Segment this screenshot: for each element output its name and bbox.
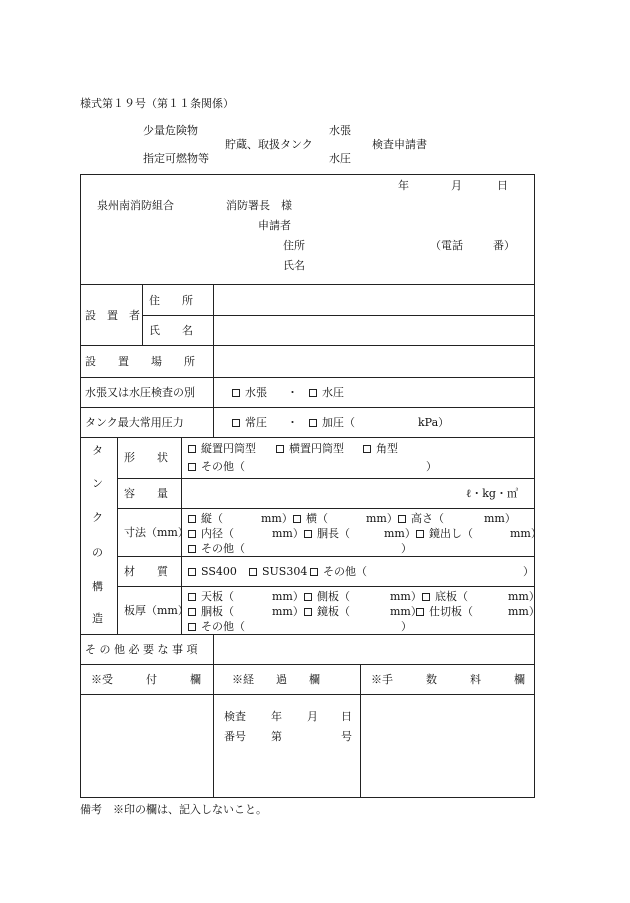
checkbox[interactable]: [416, 608, 424, 616]
test-type-label: 水張又は水圧検査の別: [85, 386, 195, 399]
title-water-pressure: 水圧: [329, 152, 351, 165]
date-month: 月: [451, 179, 462, 192]
title-suffix: 検査申請書: [372, 138, 427, 151]
shape-option-other[interactable]: その他（: [188, 460, 245, 473]
inspection-year: 年: [271, 710, 282, 723]
material-option-other[interactable]: その他（: [310, 565, 367, 578]
checkbox[interactable]: [363, 445, 371, 453]
test-type-option-water-fill[interactable]: 水張: [232, 386, 267, 399]
dim-length-unit: mm）: [261, 512, 293, 525]
receipt-column-header: ※受 付 欄: [91, 673, 201, 686]
checkbox[interactable]: [249, 568, 257, 576]
checkbox[interactable]: [232, 389, 240, 397]
fee-column-header: ※手 数 料 欄: [371, 673, 525, 686]
form-number: 様式第１９号（第１１条関係）: [80, 97, 234, 110]
thk-partition-unit: mm）: [508, 605, 540, 618]
material-other-close: ）: [523, 565, 534, 578]
tank-structure-char: タ: [92, 444, 103, 457]
thk-body-unit: mm）: [272, 605, 304, 618]
phone-close: 番）: [493, 239, 515, 252]
dim-inner-diameter-unit: mm）: [272, 527, 304, 540]
thk-bottom-unit: mm）: [508, 590, 540, 603]
row-divider: [80, 407, 535, 408]
checkbox[interactable]: [304, 593, 312, 601]
pressure-unit: kPa）: [418, 416, 450, 429]
number-go: 号: [341, 730, 352, 743]
checkbox[interactable]: [304, 530, 312, 538]
checkbox[interactable]: [188, 545, 196, 553]
row-divider: [117, 586, 535, 587]
checkbox[interactable]: [309, 419, 317, 427]
shape-label: 形 状: [124, 451, 168, 464]
footnote: 備考 ※印の欄は、記入しないこと。: [80, 803, 267, 816]
dim-width-field[interactable]: 横（: [293, 512, 328, 525]
checkbox[interactable]: [310, 568, 318, 576]
inspection-month: 月: [307, 710, 318, 723]
separator-dot: ・: [287, 386, 298, 399]
row-divider: [80, 377, 535, 378]
number-label: 番号: [224, 730, 246, 743]
thk-side-unit: mm）: [390, 590, 422, 603]
col-divider: [117, 437, 118, 634]
checkbox[interactable]: [188, 515, 196, 523]
pressure-label: タンク最大常用圧力: [85, 416, 184, 429]
row-divider: [80, 664, 535, 665]
row-divider: [80, 437, 535, 438]
thk-head-field[interactable]: 鏡板（: [304, 605, 350, 618]
tank-structure-char: ク: [92, 511, 103, 524]
other-matters-label: そ の 他 必 要 な 事 項: [85, 643, 198, 656]
dim-head-depth-unit: mm）: [510, 527, 542, 540]
tank-structure-char: の: [92, 546, 103, 559]
thk-body-field[interactable]: 胴板（: [188, 605, 234, 618]
thk-other-close: ）: [401, 620, 412, 633]
material-label: 材 質: [124, 565, 168, 578]
checkbox[interactable]: [398, 515, 406, 523]
row-divider: [80, 694, 535, 695]
col-divider: [213, 284, 214, 437]
addressee-role: 消防署長 様: [226, 199, 292, 212]
col-divider: [142, 284, 143, 345]
dim-inner-diameter-field[interactable]: 内径（: [188, 527, 234, 540]
shape-option-square[interactable]: 角型: [363, 442, 398, 455]
tank-structure-char: ン: [92, 477, 103, 490]
checkbox[interactable]: [309, 389, 317, 397]
installer-label: 設 置 者: [85, 309, 140, 322]
dim-width-unit: mm）: [366, 512, 398, 525]
dim-body-length-field[interactable]: 胴長（: [304, 527, 350, 540]
row-divider: [117, 556, 535, 557]
number-dai: 第: [271, 730, 282, 743]
checkbox[interactable]: [293, 515, 301, 523]
checkbox[interactable]: [304, 608, 312, 616]
checkbox[interactable]: [188, 445, 196, 453]
row-divider: [80, 634, 535, 635]
progress-column-header: ※経 過 欄: [232, 673, 320, 686]
dim-other-close: ）: [401, 542, 412, 555]
title-combustibles: 指定可燃物等: [143, 152, 209, 165]
row-divider: [117, 508, 535, 509]
title-small-hazmat: 少量危険物: [143, 124, 198, 137]
dim-height-field[interactable]: 高さ（: [398, 512, 444, 525]
row-divider: [80, 345, 535, 346]
applicant-label: 申請者: [258, 219, 291, 232]
checkbox[interactable]: [188, 463, 196, 471]
checkbox[interactable]: [422, 593, 430, 601]
phone-open: （電話: [430, 239, 463, 252]
test-type-option-water-pressure[interactable]: 水圧: [309, 386, 344, 399]
row-divider: [142, 315, 535, 316]
dim-height-unit: mm）: [484, 512, 516, 525]
dim-length-field[interactable]: 縦（: [188, 512, 223, 525]
row-divider: [117, 478, 535, 479]
date-year: 年: [398, 179, 409, 192]
capacity-label: 容 量: [124, 487, 168, 500]
inspection-label: 検査: [224, 710, 246, 723]
thk-other-field[interactable]: その他（: [188, 620, 245, 633]
dim-other-field[interactable]: その他（: [188, 542, 245, 555]
thk-partition-field[interactable]: 仕切板（: [416, 605, 473, 618]
thk-side-field[interactable]: 側板（: [304, 590, 350, 603]
name-label: 氏名: [283, 259, 305, 272]
form-frame: [80, 174, 535, 798]
checkbox[interactable]: [188, 593, 196, 601]
checkbox[interactable]: [188, 568, 196, 576]
installer-address-label: 住 所: [149, 294, 193, 307]
tank-structure-char: 造: [92, 612, 103, 625]
capacity-unit: ℓ・kg・㎥: [466, 487, 518, 500]
dimensions-label: 寸法（mm）: [124, 526, 189, 539]
installer-name-label: 氏 名: [149, 324, 193, 337]
pressure-option-normal[interactable]: 常圧: [232, 416, 267, 429]
dim-head-depth-field[interactable]: 鏡出し（: [416, 527, 473, 540]
tank-structure-char: 構: [92, 580, 103, 593]
checkbox[interactable]: [416, 530, 424, 538]
title-water-fill: 水張: [329, 124, 351, 137]
pressure-option-pressurized[interactable]: 加圧（: [309, 416, 355, 429]
col-divider: [213, 634, 214, 797]
shape-option-horizontal[interactable]: 横置円筒型: [276, 442, 344, 455]
checkbox[interactable]: [232, 419, 240, 427]
checkbox[interactable]: [188, 608, 196, 616]
date-day: 日: [497, 179, 508, 192]
addressee: 泉州南消防組合: [97, 199, 174, 212]
checkbox[interactable]: [276, 445, 284, 453]
material-option-ss400[interactable]: SS400: [188, 565, 237, 578]
checkbox[interactable]: [188, 623, 196, 631]
shape-option-vertical[interactable]: 縦置円筒型: [188, 442, 256, 455]
thickness-label: 板厚（mm）: [124, 604, 189, 617]
title-tank: 貯蔵、取扱タンク: [225, 138, 313, 151]
thk-bottom-field[interactable]: 底板（: [422, 590, 468, 603]
separator-dot: ・: [287, 416, 298, 429]
row-divider: [80, 284, 535, 285]
dim-body-length-unit: mm）: [384, 527, 416, 540]
checkbox[interactable]: [188, 530, 196, 538]
inspection-day: 日: [341, 710, 352, 723]
shape-other-close: ）: [426, 460, 437, 473]
thk-head-unit: mm）: [390, 605, 422, 618]
material-option-sus304[interactable]: SUS304: [249, 565, 307, 578]
address-label: 住所: [283, 239, 305, 252]
location-label: 設 置 場 所: [85, 355, 195, 368]
col-divider: [360, 664, 361, 797]
thk-top-unit: mm）: [272, 590, 304, 603]
thk-top-field[interactable]: 天板（: [188, 590, 234, 603]
